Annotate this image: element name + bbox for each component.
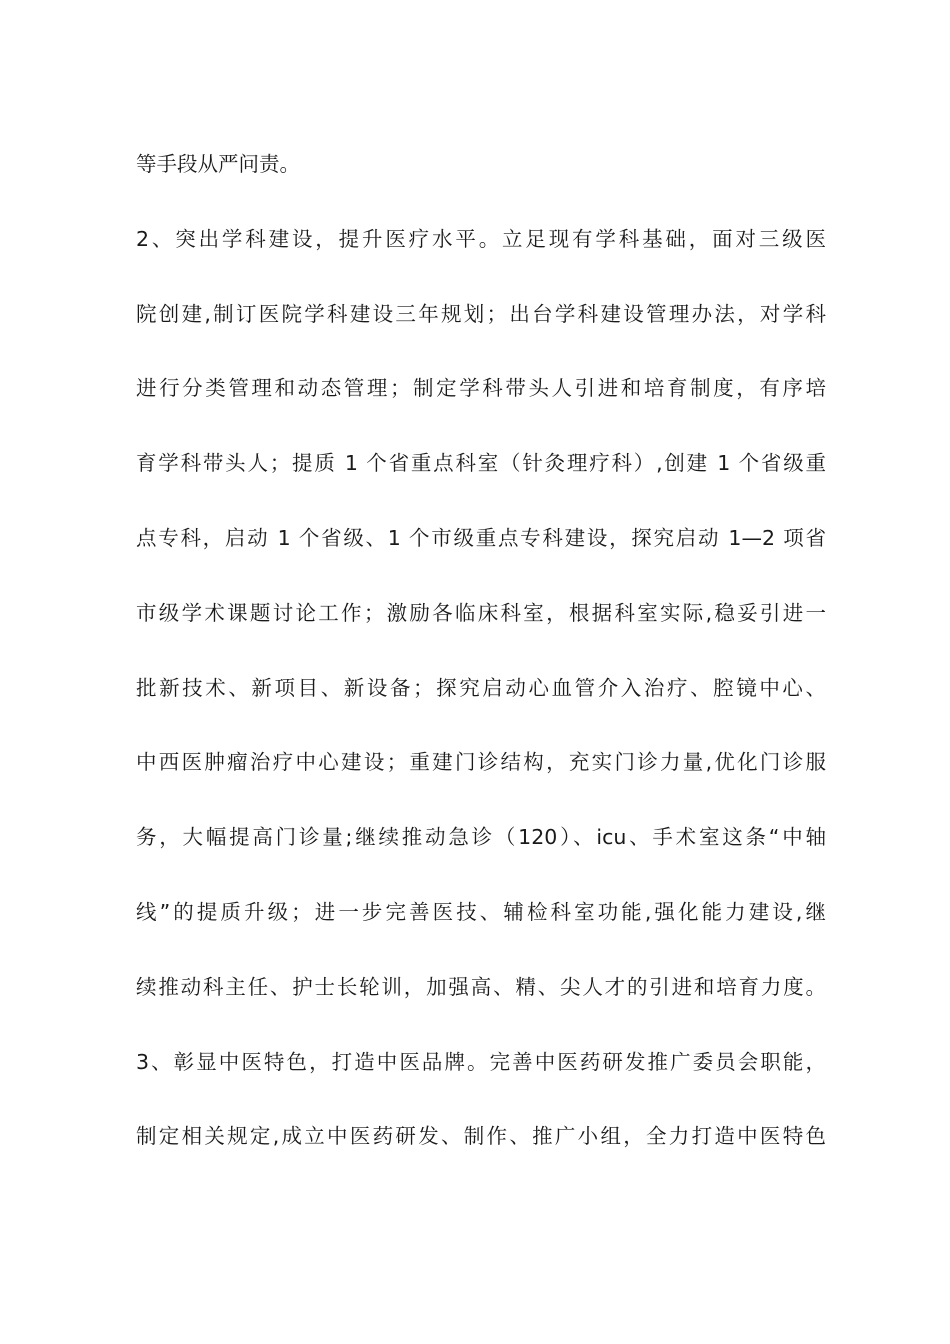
- text-line: 点专科，启动 1 个省级、1 个市级重点专科建设，探究启动 1—2 项省: [136, 525, 826, 550]
- text-line: 线”的提质升级；进一步完善医技、辅检科室功能,强化能力建设,继: [136, 899, 826, 924]
- body-text: [136, 142, 826, 1189]
- text-line: 市级学术课题讨论工作；激励各临床科室，根据科室实际,稳妥引进一: [136, 600, 826, 625]
- text-line: 2、突出学科建设，提升医疗水平。立足现有学科基础，面对三级医: [136, 226, 826, 251]
- text-line: 续推动科主任、护士长轮训，加强高、精、尖人才的引进和培育力度。: [136, 974, 826, 999]
- text-line: 务，大幅提高门诊量;继续推动急诊（120）、icu、手术室这条“中轴: [136, 825, 826, 850]
- text-line: 等手段从严问责。: [136, 152, 300, 176]
- text-line: 批新技术、新项目、新设备；探究启动心血管介入治疗、腔镜中心、: [136, 675, 826, 700]
- text-line: 中西医肿瘤治疗中心建设；重建门诊结构，充实门诊力量,优化门诊服: [136, 750, 826, 775]
- text-line: 育学科带头人；提质 1 个省重点科室（针灸理疗科）,创建 1 个省级重: [136, 451, 826, 476]
- text-line: 院创建,制订医院学科建设三年规划；出台学科建设管理办法，对学科: [136, 301, 826, 326]
- text-line: 制定相关规定,成立中医药研发、制作、推广小组，全力打造中医特色: [136, 1124, 826, 1149]
- text-line: 3、彰显中医特色，打造中医品牌。完善中医药研发推广委员会职能，: [136, 1049, 826, 1074]
- text-line: 进行分类管理和动态管理；制定学科带头人引进和培育制度，有序培: [136, 376, 826, 401]
